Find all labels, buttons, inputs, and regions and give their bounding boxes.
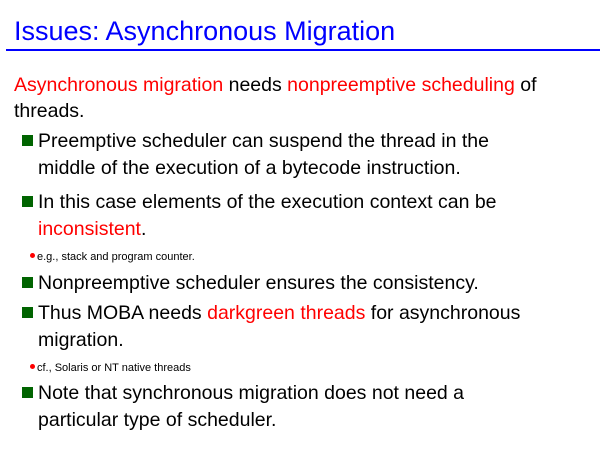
bullet-moba [22, 300, 520, 354]
intro-term-async: Asynchronous migration [14, 74, 224, 96]
square-bullet-icon [22, 387, 33, 398]
bullet-line [38, 300, 520, 327]
square-bullet-icon [22, 307, 33, 318]
title-underline [6, 49, 600, 51]
intro-text: needs [223, 74, 288, 96]
text: Thus MOBA needs [38, 302, 208, 324]
bullet-line: migration. [38, 329, 124, 351]
intro-text-of: of [514, 74, 537, 96]
sub-bullet-native-threads [30, 361, 191, 375]
dot-bullet-icon [30, 364, 35, 369]
square-bullet-icon [22, 277, 33, 288]
sub-bullet-example [30, 250, 195, 264]
bullet-line [38, 216, 497, 243]
dot-bullet-icon [30, 253, 35, 258]
bullet-line: Note that synchronous migration does not need a [38, 382, 465, 404]
bullet-line: In this case elements of the execution context can be [38, 191, 497, 213]
text: for asynchronous [365, 302, 521, 324]
square-bullet-icon [22, 135, 33, 146]
period: . [140, 218, 147, 240]
intro-line-2: threads. [14, 100, 85, 122]
sub-bullet-text: cf., Solaris or NT native threads [37, 362, 191, 374]
bullet-line: Preemptive scheduler can suspend the thread in the [38, 130, 489, 152]
bullet-inconsistent [22, 189, 497, 243]
bullet-synchronous [22, 380, 464, 434]
intro-line-1 [14, 72, 600, 98]
bullet-line: middle of the execution of a bytecode instruction. [38, 157, 461, 179]
slide-title: Issues: Asynchronous Migration [14, 16, 396, 46]
intro-paragraph [14, 72, 600, 124]
bullet-line: Nonpreemptive scheduler ensures the consistency. [38, 272, 479, 294]
square-bullet-icon [22, 196, 33, 207]
term-inconsistent: inconsistent [38, 218, 141, 240]
term-darkgreen-threads: darkgreen threads [207, 302, 366, 324]
sub-bullet-text: e.g., stack and program counter. [37, 251, 195, 263]
bullet-preemptive [22, 128, 489, 182]
bullet-nonpreemptive [22, 270, 479, 297]
bullet-line: particular type of scheduler. [38, 409, 277, 431]
intro-term-nonpreemptive: nonpreemptive scheduling [287, 74, 515, 96]
